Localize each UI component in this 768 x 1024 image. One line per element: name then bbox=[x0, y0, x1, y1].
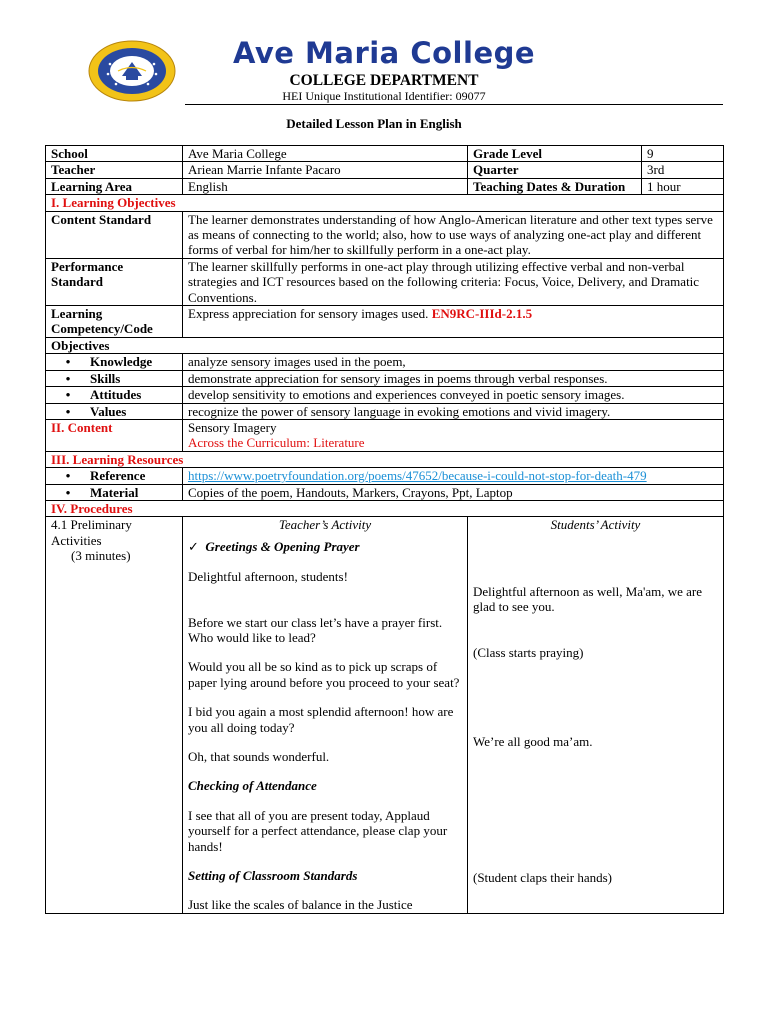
standards-heading: Setting of Classroom Standards bbox=[188, 868, 358, 884]
school-value: Ave Maria College bbox=[183, 146, 468, 162]
objective-label-attitudes: • Attitudes bbox=[46, 387, 183, 403]
table-row bbox=[46, 517, 724, 914]
college-name: Ave Maria College bbox=[232, 36, 536, 70]
teacher-howare: I bid you again a most splendid afternoon! how are you all doing today? bbox=[188, 704, 454, 735]
table-row bbox=[46, 258, 724, 305]
quarter-label: Quarter bbox=[468, 162, 642, 178]
quarter-value: 3rd bbox=[642, 162, 724, 178]
bullet-icon: • bbox=[65, 468, 71, 484]
document-title: Detailed Lesson Plan in English bbox=[286, 116, 462, 131]
area-label: Learning Area bbox=[46, 178, 183, 194]
table-row bbox=[46, 354, 724, 370]
table-row bbox=[46, 403, 724, 419]
content-standard-label: Content Standard bbox=[46, 211, 183, 258]
table-row bbox=[46, 306, 724, 338]
procedure-step-time: (3 minutes) bbox=[71, 548, 131, 564]
teacher-scraps: Would you all be so kind as to pick up scraps of paper lying around before you proceed to your seat? bbox=[188, 659, 460, 690]
teacher-greeting: Delightful afternoon, students! bbox=[188, 569, 348, 585]
students-greeting: Delightful afternoon as well, Ma'am, we are glad to see you. bbox=[473, 583, 703, 615]
teacher-label: Teacher bbox=[46, 162, 183, 178]
material-label: • Material bbox=[46, 484, 183, 500]
procedure-step-cell bbox=[46, 517, 183, 914]
reference-label: • Reference bbox=[46, 468, 183, 484]
grade-value: 9 bbox=[642, 146, 724, 162]
content-heading: II. Content bbox=[46, 419, 183, 451]
competency-code: EN9RC-IIId-2.1.5 bbox=[431, 306, 533, 322]
objectives-heading: I. Learning Objectives bbox=[46, 195, 724, 211]
teacher-standards: Just like the scales of balance in the Justice bbox=[188, 897, 413, 913]
table-row bbox=[46, 370, 724, 386]
objective-text-values: recognize the power of sensory language in evoking emotions and vivid imagery. bbox=[183, 403, 724, 419]
competency-label: Learning Competency/Code bbox=[46, 306, 183, 338]
dates-label: Teaching Dates & Duration bbox=[468, 178, 642, 194]
bullet-icon: • bbox=[65, 403, 71, 419]
procedures-heading: IV. Procedures bbox=[46, 500, 724, 516]
students-prayer: (Class starts praying) bbox=[473, 644, 584, 660]
material-text: Copies of the poem, Handouts, Markers, Crayons, Ppt, Laptop bbox=[183, 484, 724, 500]
table-row bbox=[46, 451, 724, 467]
grade-label: Grade Level bbox=[468, 146, 642, 162]
greetings-heading-line bbox=[188, 539, 462, 555]
students-activity-cell bbox=[468, 517, 724, 914]
table-row bbox=[46, 195, 724, 211]
students-howare: We’re all good ma’am. bbox=[473, 733, 593, 749]
table-row bbox=[46, 178, 724, 194]
objectives-label: Objectives bbox=[46, 337, 724, 353]
teacher-prayer: Before we start our class let’s have a prayer first. Who would like to lead? bbox=[188, 614, 443, 645]
header-divider bbox=[185, 104, 723, 105]
table-row bbox=[46, 484, 724, 500]
objective-text-skills: demonstrate appreciation for sensory images in poems through verbal responses. bbox=[183, 370, 724, 386]
table-row bbox=[46, 387, 724, 403]
area-value: English bbox=[183, 178, 468, 194]
competency-cell bbox=[183, 306, 724, 338]
objective-label-skills: • Skills bbox=[46, 370, 183, 386]
reference-link[interactable]: https://www.poetryfoundation.org/poems/47652/because-i-could-not-stop-for-death-479 bbox=[188, 468, 647, 484]
bullet-icon: • bbox=[65, 370, 71, 386]
performance-standard-label: Performance Standard bbox=[46, 258, 183, 305]
bullet-icon: • bbox=[65, 387, 71, 403]
content-integration: Across the Curriculum: Literature bbox=[188, 435, 365, 451]
table-row bbox=[46, 419, 724, 451]
college-seal-logo bbox=[88, 40, 176, 102]
teacher-activity-header: Teacher’s Activity bbox=[278, 517, 372, 533]
table-row bbox=[46, 468, 724, 484]
table-row bbox=[46, 211, 724, 258]
students-activity-header: Students’ Activity bbox=[550, 517, 641, 533]
objective-label-knowledge: • Knowledge bbox=[46, 354, 183, 370]
content-standard-text: The learner demonstrates understanding of how Anglo-American literature and other text types serve as means of connecting to the world; also, how to use ways of analyzing one-act play and different forms of verbal for him/her to skillfully perform in a one-act play. bbox=[183, 211, 724, 258]
table-row bbox=[46, 500, 724, 516]
school-label: School bbox=[46, 146, 183, 162]
content-cell bbox=[183, 419, 724, 451]
procedure-step-label: 4.1 Preliminary Activities bbox=[51, 517, 132, 548]
teacher-wonderful: Oh, that sounds wonderful. bbox=[188, 749, 330, 764]
objective-text-attitudes: develop sensitivity to emotions and experiences conveyed in poetic sensory images. bbox=[183, 387, 724, 403]
lesson-plan-table bbox=[45, 145, 724, 914]
greetings-heading: Greetings & Opening Prayer bbox=[205, 538, 360, 554]
objective-label-values: • Values bbox=[46, 403, 183, 419]
dates-value: 1 hour bbox=[642, 178, 724, 194]
department-title: COLLEGE DEPARTMENT bbox=[289, 72, 479, 89]
content-topic: Sensory Imagery bbox=[188, 419, 277, 435]
teacher-value: Ariean Marrie Infante Pacaro bbox=[183, 162, 468, 178]
table-row bbox=[46, 337, 724, 353]
reference-cell bbox=[183, 468, 724, 484]
teacher-attendance: I see that all of you are present today, Applaud yourself for a perfect attendance, please clap your hands! bbox=[188, 807, 448, 854]
bullet-icon: • bbox=[65, 484, 71, 500]
objective-text-knowledge: analyze sensory images used in the poem, bbox=[183, 354, 724, 370]
bullet-icon: • bbox=[65, 354, 71, 370]
teacher-activity-cell bbox=[183, 517, 468, 914]
institutional-identifier: HEI Unique Institutional Identifier: 09077 bbox=[282, 89, 486, 103]
table-row bbox=[46, 162, 724, 178]
table-row bbox=[46, 146, 724, 162]
students-attendance: (Student claps their hands) bbox=[473, 870, 612, 886]
resources-heading: III. Learning Resources bbox=[46, 451, 724, 467]
competency-text: Express appreciation for sensory images used. bbox=[188, 306, 429, 322]
checkmark-icon: ✓ bbox=[188, 539, 199, 555]
performance-standard-text: The learner skillfully performs in one-act play through utilizing effective verbal and non-verbal strategies and ICT resources based on the following criteria: Focus, Voice, Delivery, and Dramatic Conventions. bbox=[183, 258, 724, 305]
attendance-heading: Checking of Attendance bbox=[188, 778, 317, 794]
